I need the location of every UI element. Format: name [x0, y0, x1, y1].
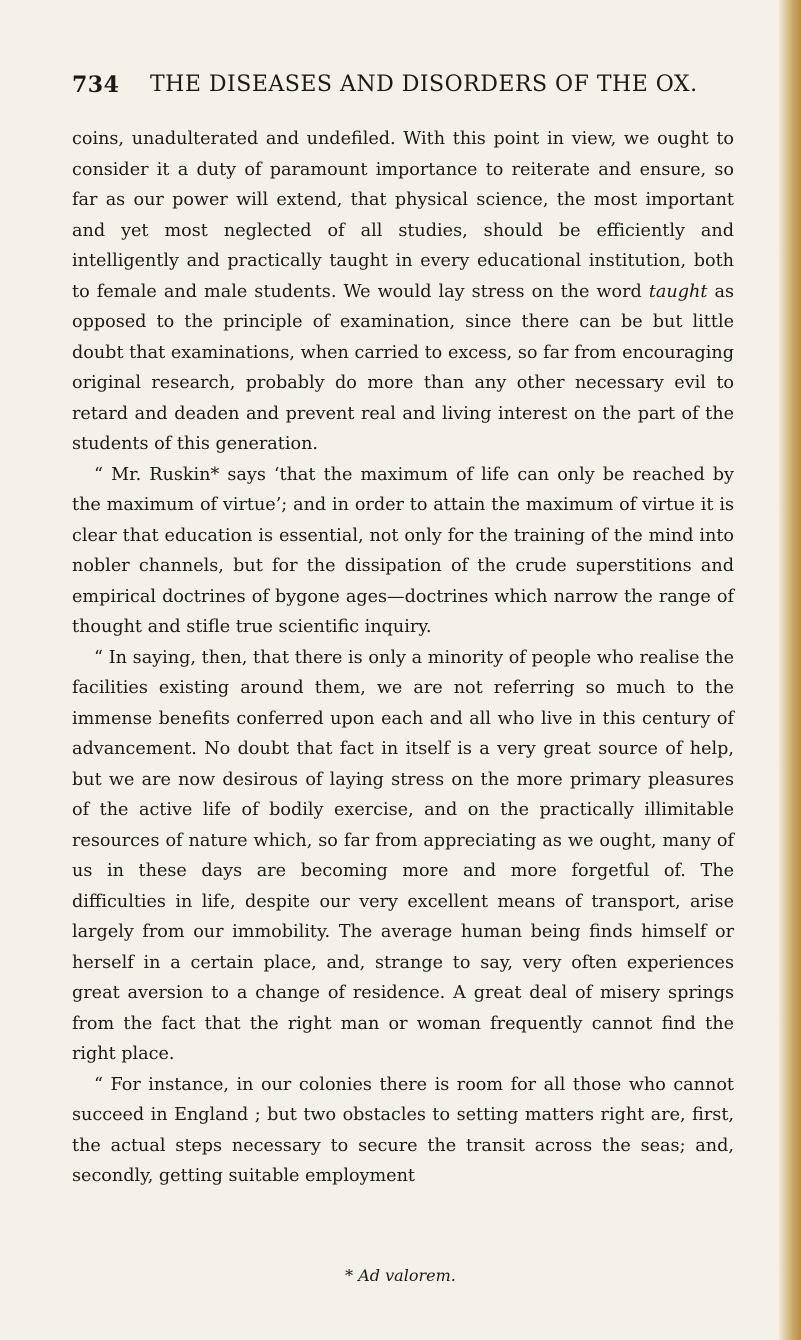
- body-text: [72, 124, 734, 1192]
- running-title: THE DISEASES AND DISORDERS OF THE OX.: [150, 72, 698, 97]
- paragraph-text: “ Mr. Ruskin* says ‘that the maximum of life can only be reached by the maximum of virtue’; and in order to attain the maximum of virtue it is clear that education is essential, not only for the training of the mind into nobler channels, but for the dissipation of the crude superstitions and empirical doctrines of bygone ages—doctrines which narrow the range of thought and stifle true scientific inquiry.: [72, 464, 734, 637]
- footnote-text: Ad valorem.: [358, 1266, 456, 1285]
- page-number: 734: [72, 72, 120, 98]
- footnote: [0, 1266, 801, 1285]
- footnote-marker: *: [345, 1266, 359, 1285]
- paragraph: [72, 643, 734, 1070]
- paragraph: [72, 124, 734, 460]
- page-edge-discoloration: [779, 0, 801, 1340]
- emphasized-word: taught: [648, 281, 708, 302]
- paragraph-text: coins, unadulterated and undefiled. With this point in view, we ought to consider it a duty of paramount importance to reiterate and ensure, so far as our power will extend, that physical science, the most important and yet most neglected of all studies, should be efficiently and intelligently and practically taught in every educational institution, both to female and male students. We would lay stress on the word: [72, 129, 734, 302]
- paragraph: [72, 460, 734, 643]
- paragraph-text: as opposed to the principle of examination, since there can be but little doubt that examinations, when carried to excess, so far from encouraging original research, probably do more than any other necessary evil to retard and deaden and prevent real and living interest on the part of the students of this generation.: [72, 281, 734, 454]
- paragraph-text: “ In saying, then, that there is only a minority of people who realise the facilities existing around them, we are not referring so much to the immense benefits conferred upon each and all who live in this century of advancement. No doubt that fact in itself is a very great source of help, but we are now desirous of laying stress on the more primary pleasures of the active life of bodily exercise, and on the practically illimitable resources of nature which, so far from appreciating as we ought, many of us in these days are becoming more and more forgetful of. The difficulties in life, despite our very excellent means of transport, arise largely from our immobility. The average human being finds himself or herself in a certain place, and, strange to say, very often experiences great aversion to a change of residence. A great deal of misery springs from the fact that the right man or woman frequently cannot find the right place.: [72, 647, 734, 1064]
- paragraph: [72, 1070, 734, 1192]
- paragraph-text: “ For instance, in our colonies there is room for all those who cannot succeed in England ; but two obstacles to setting matters right are, first, the actual steps necessary to secure the transit across the seas; and, secondly, getting suitable employment: [72, 1074, 734, 1186]
